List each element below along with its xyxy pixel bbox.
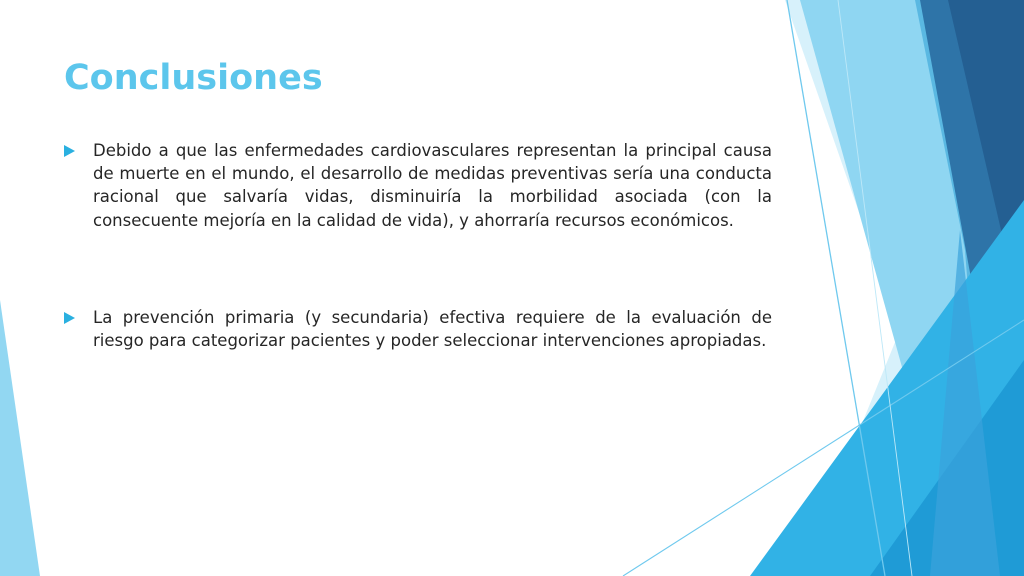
bullet-text: La prevención primaria (y secundaria) efectiva requiere de la evaluación de riesgo para categorizar pacientes y poder seleccionar intervenciones apropiadas. [93,307,772,351]
bullet-text: Debido a que las enfermedades cardiovasculares representan la principal causa de muerte en el mundo, el desarrollo de medidas preventivas sería una conducta racional que salvaría vidas, disminuiría la morbilidad asociada (con la consecuente mejoría en la calidad de vida), y ahorraría recursos económicos. [93,141,772,230]
triangle-bullet-icon [64,145,75,157]
slide-title: Conclusiones [64,58,323,98]
bullet-item [64,139,772,232]
bullet-item [64,306,772,352]
triangle-bullet-icon [64,312,75,324]
bullet-list [64,139,772,352]
left-accent-shape [0,300,40,576]
